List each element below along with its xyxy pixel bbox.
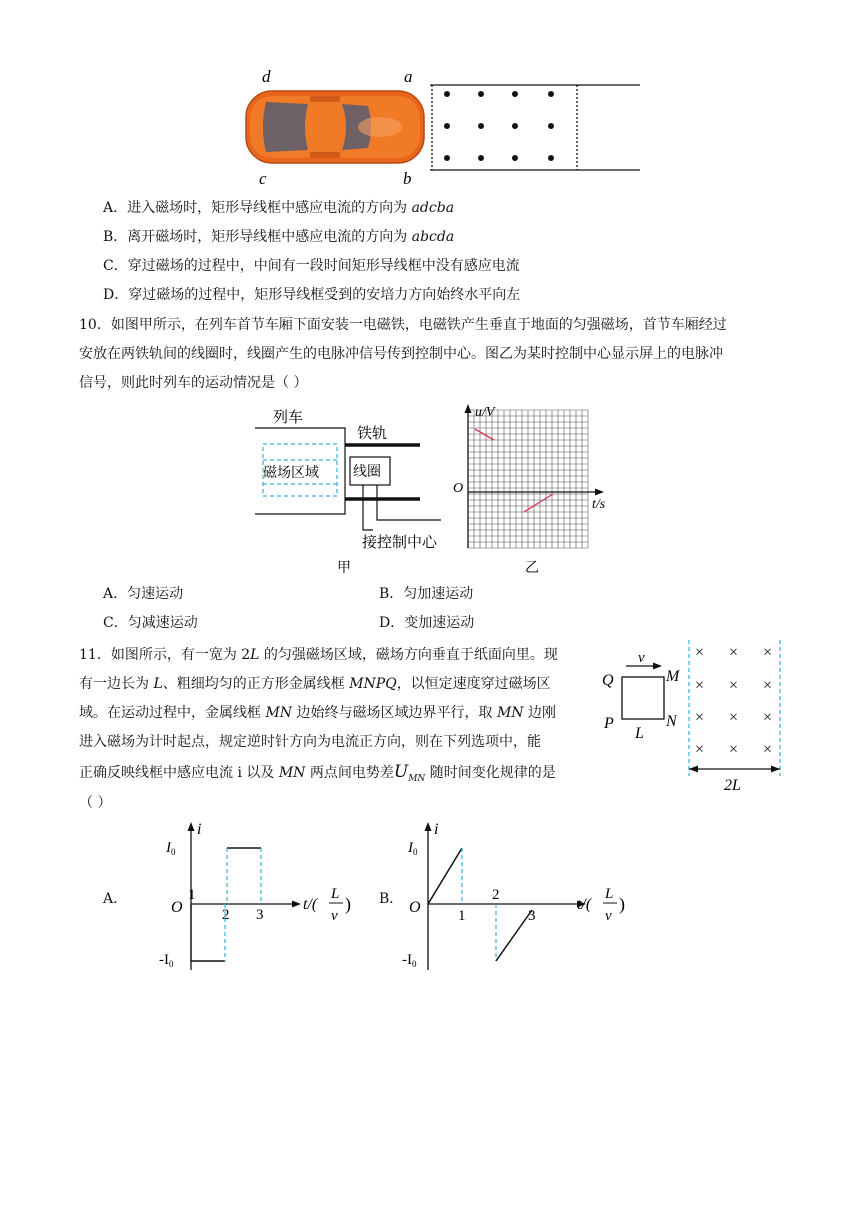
x-axis-label: t/s [592,497,606,512]
svg-text:×: × [763,709,773,726]
label-c: c [259,169,267,188]
q11-stem-line-4: 进入磁场为计时起点，规定逆时针方向为电流正方向，则在下列选项中，能 [79,734,541,750]
svg-text:×: × [729,741,739,758]
car-icon [246,91,424,163]
svg-text:×: × [695,644,705,661]
svg-text:×: × [729,677,739,694]
graph-a-t-label: t/( [303,896,318,913]
svg-text:×: × [695,677,705,694]
q10-stem-line-2: 安放在两铁轨间的线圈时，线圈产生的电脉冲信号传到控制中心。图乙为某时控制中心显示屏上的电脉冲 [79,346,723,362]
svg-text:×: × [729,644,739,661]
q10-option-a: A．匀速运动 [103,586,184,602]
caption-jia: 甲 [337,560,351,576]
label-coil: 线圈 [353,464,381,480]
graph-a [133,820,363,975]
q10-option-b: B．匀加速运动 [379,586,474,602]
graph-b-i0-label: $I_0$ [408,840,418,857]
graph-b-L: L [605,886,614,902]
q11-stem-line-5: 正确反映线框中感应电流 i 以及 MN 两点间电势差$U_{MN}$ 随时间变化规律的是 [79,762,556,784]
q10-stem-line-3: 信号，则此时列车的运动情况是（ ） [79,375,308,391]
field-crosses [695,644,772,758]
q10-option-d: D．变加速运动 [379,615,475,631]
label-v: v [638,650,645,666]
graph-a-negi0-label: $-I_0$ [159,952,174,969]
label-field-region: 磁场区域 [263,465,319,481]
q11-figure [598,638,798,798]
graph-b-v: v [605,908,612,924]
graph-b-tick-1: 1 [458,908,466,924]
graph-b [400,820,630,975]
q9-option-c: C．穿过磁场的过程中，中间有一段时间矩形导线框中没有感应电流 [103,258,520,274]
q11-stem-line-6: （ ） [79,795,112,811]
q10-stem-line-1: 10．如图甲所示，在列车首节车厢下面安装一电磁铁，电磁铁产生垂直于地面的匀强磁场，首节车厢经过 [79,317,727,333]
graph-b-tick-2: 2 [492,887,500,903]
graph-a-v: v [331,908,338,924]
graph-a-i0-label: $I_0$ [166,840,176,857]
origin-label: O [453,481,464,496]
q11-option-a-key: A． [103,891,128,907]
q11-stem-line-3: 域。在运动过程中，金属线框 MN 边始终与磁场区域边界平行，取 MN 边刚 [79,705,556,721]
graph-a-i-label: i [197,821,202,838]
q11-stem-line-1: 11．如图所示，有一宽为 2L 的匀强磁场区域，磁场方向垂直于纸面向里。现 [79,647,558,663]
figure-yi [448,402,618,577]
graph-a-origin: O [171,899,183,916]
label-P: P [604,715,614,732]
label-L: L [635,725,644,742]
graph-b-close: ) [619,894,625,914]
graph-a-L: L [331,886,340,902]
label-train: 列车 [273,408,304,426]
graph-b-origin: O [409,899,421,916]
caption-yi: 乙 [525,560,539,576]
y-axis-label: u/V [475,405,495,420]
label-a: a [404,67,413,86]
svg-text:×: × [695,741,705,758]
svg-text:×: × [729,709,739,726]
graph-b-negi0-label: $-I_0$ [402,952,417,969]
svg-text:×: × [763,741,773,758]
label-b: b [403,169,412,188]
pulse-negative [524,494,553,512]
q9-option-a: A．进入磁场时，矩形导线框中感应电流的方向为 adcba [103,200,455,216]
svg-text:×: × [763,644,773,661]
field-dots [444,91,554,161]
graph-a-tick-2: 2 [222,907,230,923]
label-rail: 铁轨 [357,424,388,442]
q11-stem-line-2: 有一边长为 L、粗细均匀的正方形金属线框 MNPQ，以恒定速度穿过磁场区 [79,676,551,692]
q9-option-d: D．穿过磁场的过程中，矩形导线框受到的安培力方向始终水平向左 [103,287,521,303]
q11-option-b-key: B． [379,891,404,907]
label-M: M [666,668,680,685]
label-N: N [666,713,677,730]
svg-text:×: × [763,677,773,694]
q10-option-c: C．匀减速运动 [103,615,198,631]
pulse-positive [475,429,494,440]
label-2L: 2L [724,777,741,794]
graph-b-t-label: t/( [577,896,592,913]
graph-b-tick-3: 3 [528,908,536,924]
label-Q: Q [602,672,614,689]
graph-b-i-label: i [434,821,439,838]
graph-a-tick-1: 1 [188,887,196,903]
graph-a-tick-3: 3 [256,907,264,923]
q9-option-b: B．离开磁场时，矩形导线框中感应电流的方向为 abcda [103,229,455,245]
car-field-figure [230,60,650,190]
grid [468,410,588,548]
graph-a-close: ) [345,894,351,914]
figure-jia [245,402,455,577]
svg-text:×: × [695,709,705,726]
label-d: d [262,67,271,86]
label-control-center: 接控制中心 [362,533,438,551]
